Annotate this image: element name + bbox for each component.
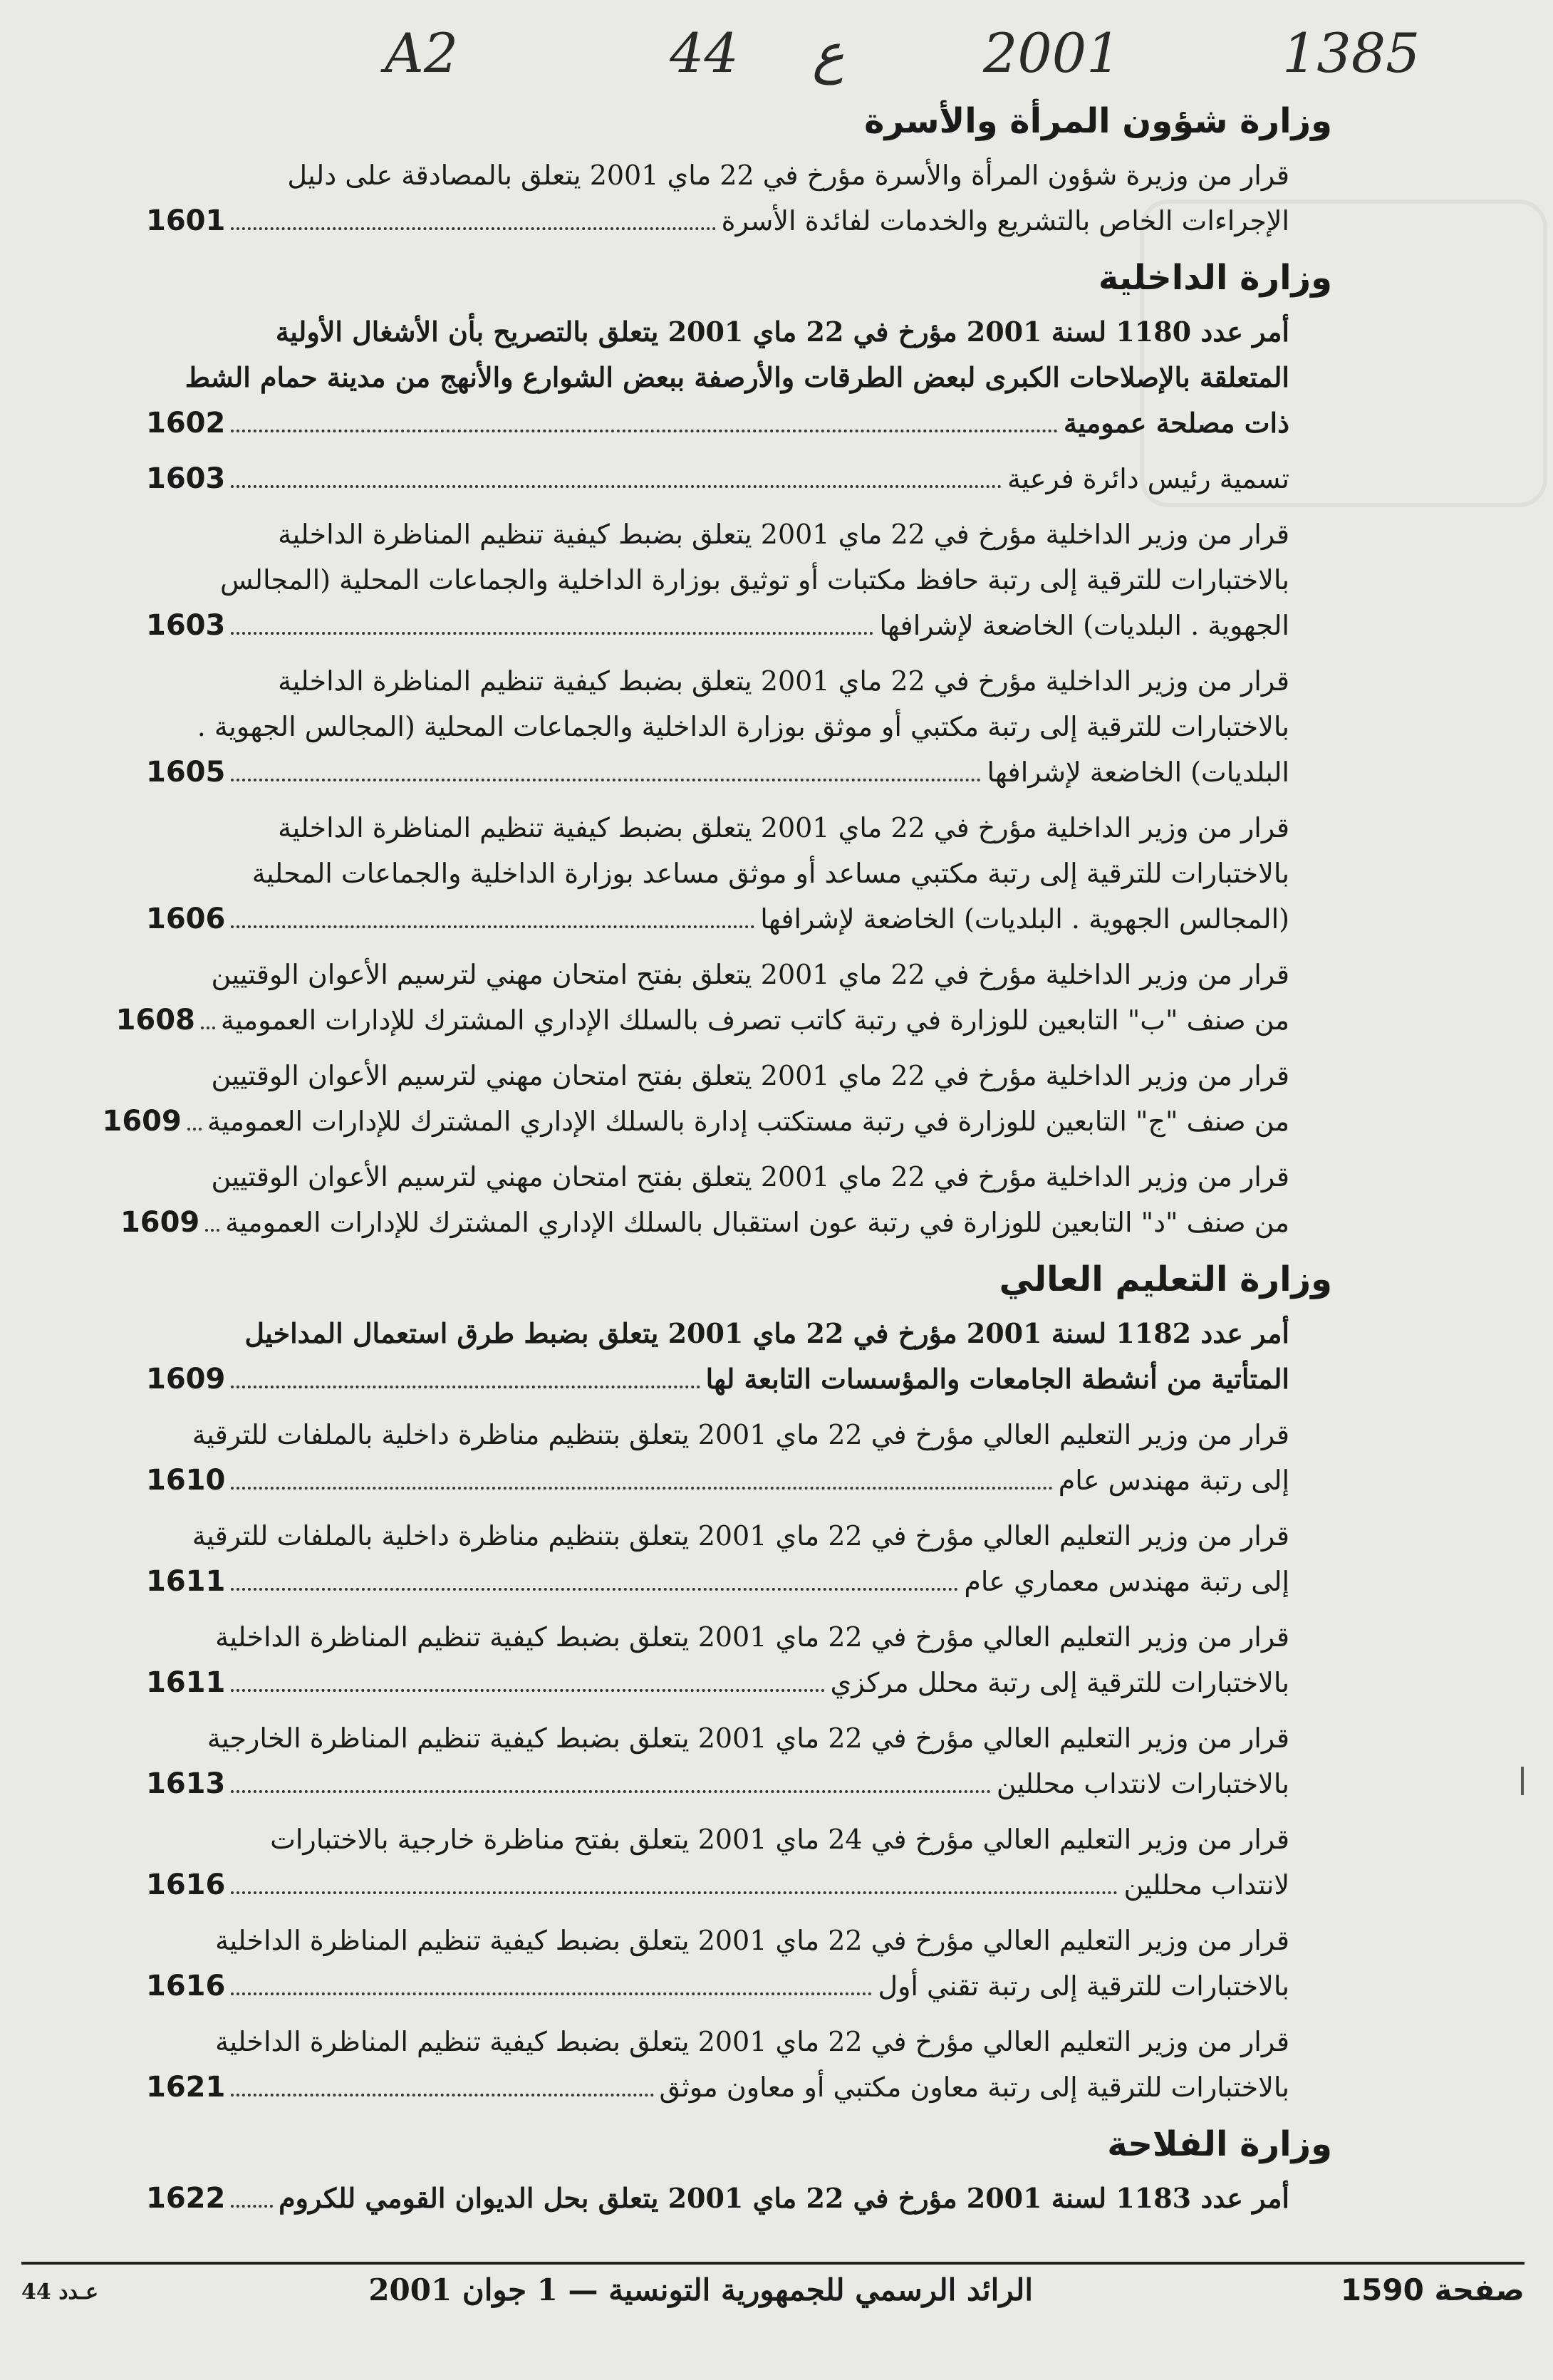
entry-text-line: قرار من وزيرة شؤون المرأة والأسرة مؤرخ في 22 ماي 2001 يتعلق بالمصادقة على دليل <box>287 160 1289 191</box>
page-reference: 1606 <box>146 903 226 935</box>
entry-text-line: قرار من وزير الداخلية مؤرخ في 22 ماي 2001 يتعلق بفتح امتحان مهني لترسيم الأعوان الوقتيين <box>211 1161 1289 1192</box>
page-reference: 1608 <box>115 1004 195 1036</box>
entry-text-line: أمر عدد 1183 لسنة 2001 مؤرخ في 22 ماي 2001 يتعلق بحل الديوان القومي للكروم <box>279 2182 1289 2214</box>
toc-entry <box>115 952 1289 1043</box>
handwritten-note: 2001 <box>983 21 1121 85</box>
entry-last-line <box>146 1761 1289 1807</box>
entry-last-line <box>146 603 1289 648</box>
entry-text-line: قرار من وزير الداخلية مؤرخ في 22 ماي 2001 يتعلق بفتح امتحان مهني لترسيم الأعوان الوقتيين <box>211 1060 1289 1091</box>
issue-number: عـدد 44 <box>21 2280 98 2304</box>
entry-text-line: إلى رتبة مهندس عام <box>1058 1465 1289 1496</box>
entry-text-line: الجهوية . البلديات) الخاضعة لإشرافها <box>879 610 1289 641</box>
entry-text-line: أمر عدد 1180 لسنة 2001 مؤرخ في 22 ماي 2001 يتعلق بالتصريح بأن الأشغال الأولية <box>275 316 1289 348</box>
entry-text-line: لانتداب محللين <box>1123 1869 1289 1901</box>
toc-entry <box>146 1311 1289 1402</box>
entry-text-line: قرار من وزير التعليم العالي مؤرخ في 22 ماي 2001 يتعلق بتنظيم مناظرة داخلية بالملفات للترقية <box>192 1520 1289 1552</box>
entry-text-line: من صنف "ج" التابعين للوزارة في رتبة مستكتب إدارة بالسلك الإداري المشترك للإدارات العمومية <box>207 1106 1289 1137</box>
leader-dots <box>231 430 1058 432</box>
entry-text-line: المتعلقة بالإصلاحات الكبرى لبعض الطرقات والأرصفة ببعض الشوارع والأنهج من مدينة حمام الشط <box>185 361 1289 393</box>
leader-dots <box>231 1487 1052 1490</box>
entry-last-line <box>146 749 1289 795</box>
page-number: صفحة 1590 <box>1340 2272 1525 2307</box>
handwritten-note: 44 <box>670 21 739 85</box>
scan-mark <box>1521 1767 1524 1795</box>
entry-text-line: بالاختبارات للترقية إلى رتبة مكتبي مساعد أو موثق مساعد بوزارة الداخلية والجماعات المحلية <box>251 858 1289 889</box>
page-reference: 1602 <box>146 407 226 440</box>
page-reference: 1601 <box>146 204 226 237</box>
entry-last-line <box>102 1098 1289 1144</box>
leader-dots <box>201 1027 215 1029</box>
toc-entry <box>146 511 1289 648</box>
entry-last-line <box>146 456 1289 502</box>
entry-text-line: من صنف "ب" التابعين للوزارة في رتبة كاتب تصرف بالسلك الإداري المشترك للإدارات العمومية <box>220 1004 1289 1036</box>
leader-dots <box>231 1992 872 1995</box>
leader-dots <box>231 1386 700 1388</box>
entry-text-line: بالاختبارات لانتداب محللين <box>996 1768 1289 1799</box>
entry-last-line <box>146 2064 1289 2110</box>
entry-last-line <box>146 400 1289 446</box>
page-reference: 1616 <box>146 1869 226 1901</box>
ministry-heading: وزارة شؤون المرأة والأسرة <box>864 101 1332 141</box>
page-reference: 1609 <box>102 1105 182 1138</box>
ministry-section <box>146 1258 1332 2110</box>
entry-last-line <box>146 1660 1289 1705</box>
entry-last-line <box>146 1457 1289 1503</box>
entry-last-line <box>146 2176 1289 2221</box>
entry-last-line <box>146 1862 1289 1908</box>
entry-last-line <box>146 198 1289 244</box>
page-reference: 1622 <box>146 2182 226 2215</box>
entry-text-line: قرار من وزير التعليم العالي مؤرخ في 22 ماي 2001 يتعلق بتنظيم مناظرة داخلية بالملفات للترقية <box>192 1419 1289 1450</box>
entry-text-line: قرار من وزير الداخلية مؤرخ في 22 ماي 2001 يتعلق بضبط كيفية تنظيم المناظرة الداخلية <box>278 665 1289 697</box>
leader-dots <box>231 1588 958 1591</box>
page-reference: 1603 <box>146 462 226 495</box>
ministry-section <box>146 100 1332 244</box>
entry-text-line: (المجالس الجهوية . البلديات) الخاضعة لإشرافها <box>760 903 1289 935</box>
entry-text-line: أمر عدد 1182 لسنة 2001 مؤرخ في 22 ماي 2001 يتعلق بضبط طرق استعمال المداخيل <box>244 1317 1289 1349</box>
ministry-heading: وزارة التعليم العالي <box>999 1259 1332 1299</box>
toc-entry <box>146 1412 1289 1503</box>
page-footer <box>21 2272 1525 2329</box>
toc-entry <box>146 1817 1289 1908</box>
leader-dots <box>231 2094 653 2096</box>
entry-text-line: بالاختبارات للترقية إلى رتبة تقني أول <box>878 1970 1289 2002</box>
toc-entry <box>102 1053 1289 1144</box>
entry-text-line: قرار من وزير الداخلية مؤرخ في 22 ماي 2001 يتعلق بضبط كيفية تنظيم المناظرة الداخلية <box>278 519 1289 550</box>
toc-entry <box>146 152 1289 244</box>
page-reference: 1610 <box>146 1464 226 1497</box>
ministry-section <box>146 2123 1332 2221</box>
entry-text-line: المتأتية من أنشطة الجامعات والمؤسسات التابعة لها <box>705 1363 1289 1395</box>
ministry-section <box>102 256 1332 1245</box>
entry-text-line: بالاختبارات للترقية إلى رتبة مكتبي أو موثق بوزارة الداخلية والجماعات المحلية (المجالس الجهوية . <box>197 711 1289 742</box>
ministry-heading: وزارة الداخلية <box>1098 258 1332 298</box>
journal-title: الرائد الرسمي للجمهورية التونسية — 1 جوان 2001 <box>368 2272 1033 2307</box>
leader-dots <box>231 779 981 781</box>
page-reference: 1611 <box>146 1565 226 1598</box>
page-reference: 1621 <box>146 2071 226 2104</box>
page-reference: 1611 <box>146 1666 226 1699</box>
page-reference: 1616 <box>146 1970 226 2002</box>
entry-text-line: ذات مصلحة عمومية <box>1064 407 1289 439</box>
leader-dots <box>231 1689 824 1692</box>
leader-dots <box>187 1128 202 1131</box>
entry-text-line: بالاختبارات للترقية إلى رتبة معاون مكتبي أو معاون موثق <box>659 2072 1289 2103</box>
toc-entry <box>146 1614 1289 1705</box>
leader-dots <box>205 1229 219 1232</box>
entry-text-line: الإجراءات الخاص بالتشريع والخدمات لفائدة الأسرة <box>721 205 1289 237</box>
entry-text-line: بالاختبارات للترقية إلى رتبة محلل مركزي <box>830 1667 1289 1698</box>
leader-dots <box>231 925 754 928</box>
table-of-contents <box>102 100 1332 2234</box>
toc-entry <box>146 1918 1289 2009</box>
leader-dots <box>231 227 715 230</box>
leader-dots <box>231 2205 273 2208</box>
entry-text-line: قرار من وزير الداخلية مؤرخ في 22 ماي 2001 يتعلق بفتح امتحان مهني لترسيم الأعوان الوقتيين <box>211 959 1289 990</box>
leader-dots <box>231 1891 1118 1894</box>
entry-text-line: قرار من وزير الداخلية مؤرخ في 22 ماي 2001 يتعلق بضبط كيفية تنظيم المناظرة الداخلية <box>278 812 1289 843</box>
handwritten-note: ع <box>812 21 845 85</box>
entry-text-line: البلديات) الخاضعة لإشرافها <box>987 757 1289 788</box>
footer-divider <box>21 2262 1525 2265</box>
page-reference: 1613 <box>146 1767 226 1800</box>
toc-entry <box>146 2019 1289 2110</box>
entry-last-line <box>115 997 1289 1043</box>
handwritten-note: A2 <box>385 21 459 85</box>
page-reference: 1609 <box>120 1206 200 1239</box>
entry-text-line: من صنف "د" التابعين للوزارة في رتبة عون استقبال بالسلك الإداري المشترك للإدارات العمومية <box>225 1207 1289 1238</box>
toc-entry <box>146 456 1289 502</box>
toc-entry <box>146 309 1289 446</box>
entry-text-line: إلى رتبة مهندس معماري عام <box>964 1566 1289 1597</box>
entry-text-line: قرار من وزير التعليم العالي مؤرخ في 24 ماي 2001 يتعلق بفتح مناظرة خارجية بالاختبارات <box>270 1824 1289 1855</box>
leader-dots <box>231 632 873 635</box>
entry-last-line <box>146 1963 1289 2009</box>
entry-text-line: تسمية رئيس دائرة فرعية <box>1007 463 1289 494</box>
toc-entry <box>146 805 1289 942</box>
entry-text-line: قرار من وزير التعليم العالي مؤرخ في 22 ماي 2001 يتعلق بضبط كيفية تنظيم المناظرة الداخلية <box>215 1621 1289 1653</box>
toc-entry <box>146 1715 1289 1807</box>
page-reference: 1605 <box>146 756 226 789</box>
entry-last-line <box>146 1559 1289 1604</box>
entry-last-line <box>146 896 1289 942</box>
toc-entry <box>146 1513 1289 1604</box>
leader-dots <box>231 485 1002 488</box>
entry-text-line: قرار من وزير التعليم العالي مؤرخ في 22 ماي 2001 يتعلق بضبط كيفية تنظيم المناظرة الخارجية <box>207 1722 1289 1754</box>
entry-last-line <box>146 1356 1289 1402</box>
ministry-heading: وزارة الفلاحة <box>1107 2124 1332 2164</box>
entry-text-line: قرار من وزير التعليم العالي مؤرخ في 22 ماي 2001 يتعلق بضبط كيفية تنظيم المناظرة الداخلية <box>215 1925 1289 1956</box>
handwritten-annotations <box>0 21 1553 107</box>
handwritten-note: 1385 <box>1282 21 1420 85</box>
entry-text-line: قرار من وزير التعليم العالي مؤرخ في 22 ماي 2001 يتعلق بضبط كيفية تنظيم المناظرة الداخلية <box>215 2026 1289 2057</box>
toc-entry <box>120 1154 1289 1245</box>
page-reference: 1603 <box>146 609 226 642</box>
toc-entry <box>146 2176 1289 2221</box>
entry-text-line: بالاختبارات للترقية إلى رتبة حافظ مكتبات أو توثيق بوزارة الداخلية والجماعات المحلية (المجالس <box>219 564 1289 596</box>
page-reference: 1609 <box>146 1363 226 1396</box>
leader-dots <box>231 1790 991 1793</box>
toc-entry <box>146 658 1289 795</box>
entry-last-line <box>120 1200 1289 1245</box>
